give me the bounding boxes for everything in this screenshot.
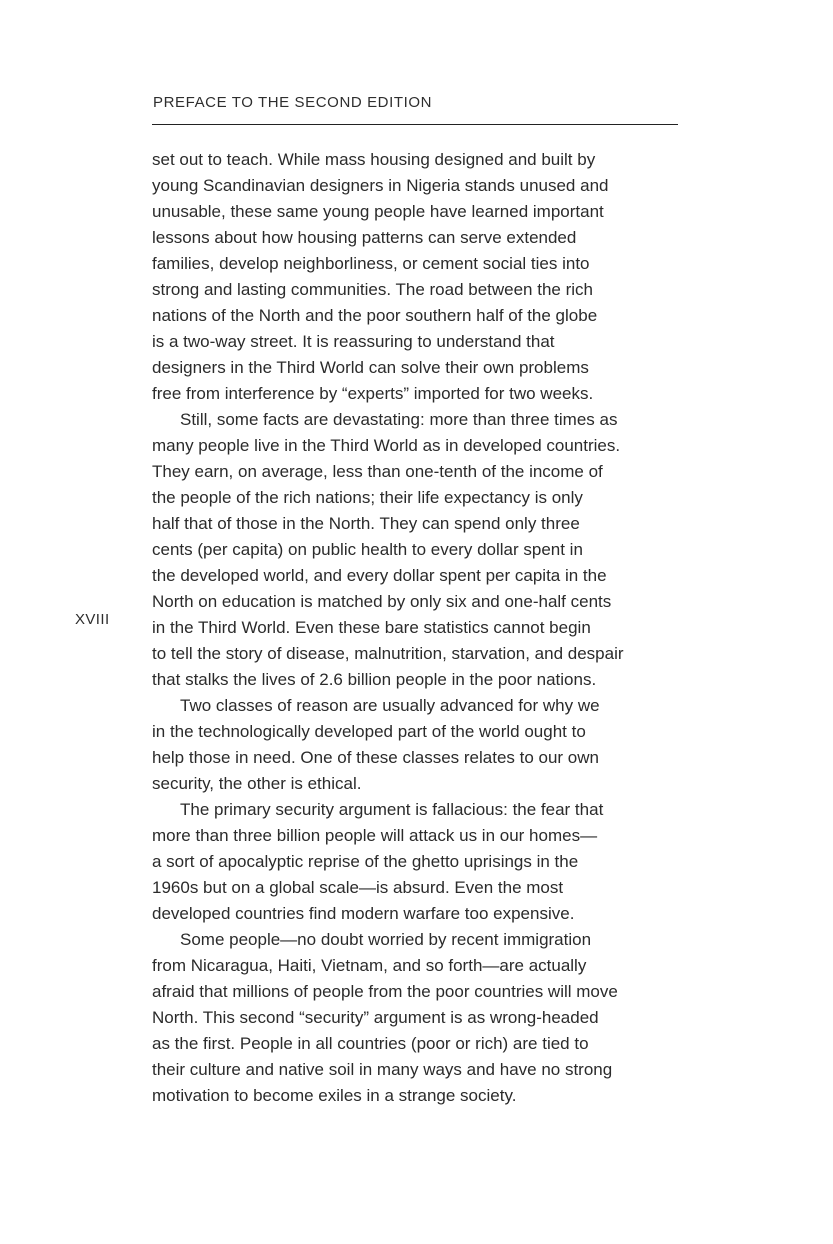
text-line: North. This second “security” argument is as wrong-headed [152, 1008, 599, 1027]
body-text [152, 147, 692, 1109]
text-line: is a two-way street. It is reassuring to understand that [152, 332, 555, 351]
paragraph [152, 693, 692, 797]
text-line: to tell the story of disease, malnutrition, starvation, and despair [152, 644, 624, 663]
text-line: as the first. People in all countries (poor or rich) are tied to [152, 1034, 589, 1053]
text-line: from Nicaragua, Haiti, Vietnam, and so forth—are actually [152, 956, 587, 975]
text-line: designers in the Third World can solve their own problems [152, 358, 589, 377]
text-line: Some people—no doubt worried by recent immigration [180, 930, 592, 949]
text-line: half that of those in the North. They can spend only three [152, 514, 580, 533]
text-line: their culture and native soil in many ways and have no strong [152, 1060, 613, 1079]
text-line: Still, some facts are devastating: more than three times as [180, 410, 618, 429]
running-head: PREFACE TO THE SECOND EDITION [153, 94, 433, 111]
text-line: 1960s but on a global scale—is absurd. Even the most [152, 878, 564, 897]
text-line: more than three billion people will attack us in our homes— [152, 826, 598, 845]
page-number: XVIII [75, 611, 110, 628]
text-line: motivation to become exiles in a strange society. [152, 1086, 517, 1105]
text-line: the developed world, and every dollar spent per capita in the [152, 566, 607, 585]
text-line: Two classes of reason are usually advanced for why we [180, 696, 600, 715]
text-line: in the Third World. Even these bare statistics cannot begin [152, 618, 591, 637]
text-line: strong and lasting communities. The road between the rich [152, 280, 593, 299]
text-line: help those in need. One of these classes relates to our own [152, 748, 599, 767]
text-line: families, develop neighborliness, or cement social ties into [152, 254, 590, 273]
paragraph [152, 407, 692, 693]
text-line: developed countries find modern warfare too expensive. [152, 904, 575, 923]
text-line: a sort of apocalyptic reprise of the ghetto uprisings in the [152, 852, 579, 871]
text-line: in the technologically developed part of the world ought to [152, 722, 586, 741]
text-line: cents (per capita) on public health to every dollar spent in [152, 540, 583, 559]
text-line: many people live in the Third World as in developed countries. [152, 436, 621, 455]
text-line: security, the other is ethical. [152, 774, 362, 793]
text-line: that stalks the lives of 2.6 billion people in the poor nations. [152, 670, 597, 689]
text-line: set out to teach. While mass housing designed and built by [152, 150, 596, 169]
paragraph [152, 927, 692, 1109]
text-line: lessons about how housing patterns can serve extended [152, 228, 577, 247]
text-line: They earn, on average, less than one-tenth of the income of [152, 462, 603, 481]
text-line: young Scandinavian designers in Nigeria stands unused and [152, 176, 609, 195]
text-line: free from interference by “experts” imported for two weeks. [152, 384, 594, 403]
text-line: afraid that millions of people from the poor countries will move [152, 982, 618, 1001]
text-line: The primary security argument is fallacious: the fear that [180, 800, 604, 819]
header-rule [152, 124, 678, 125]
text-line: North on education is matched by only six and one-half cents [152, 592, 612, 611]
text-line: nations of the North and the poor southern half of the globe [152, 306, 598, 325]
text-line: the people of the rich nations; their life expectancy is only [152, 488, 583, 507]
paragraph [152, 797, 692, 927]
text-line: unusable, these same young people have learned important [152, 202, 604, 221]
paragraph [152, 147, 692, 407]
